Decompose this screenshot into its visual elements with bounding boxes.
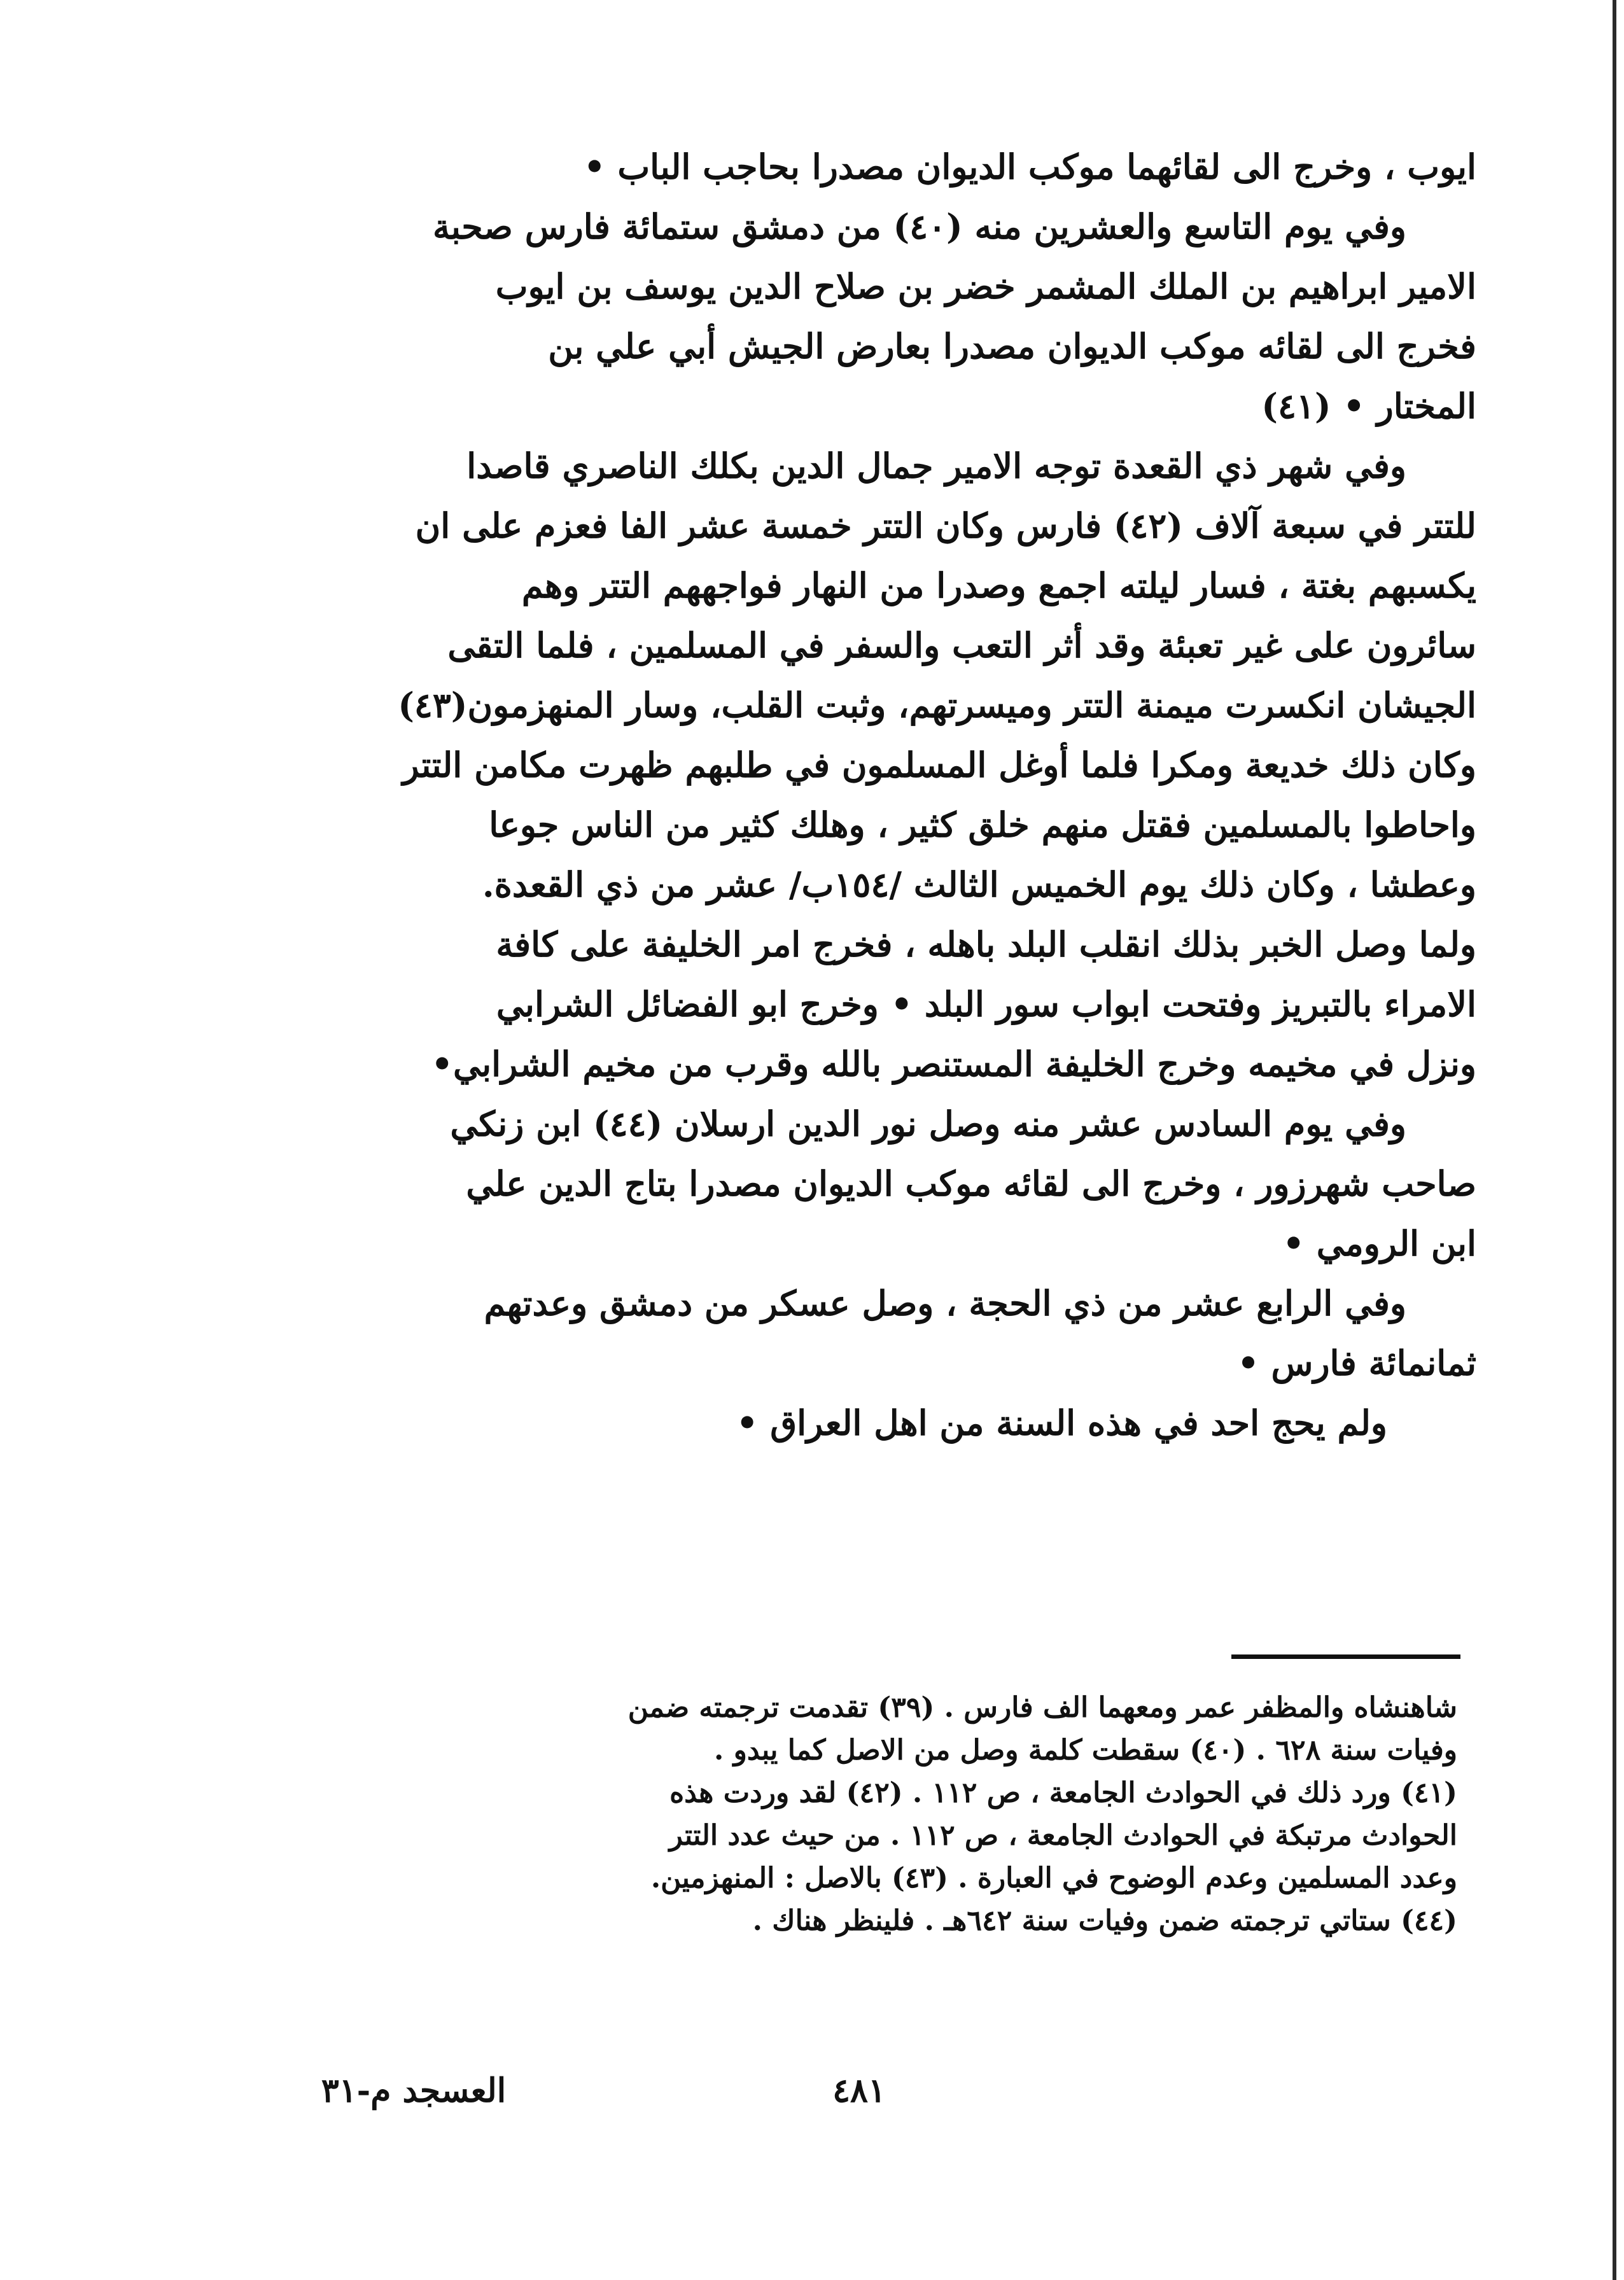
body-line: يكسبهم بغتة ، فسار ليلته اجمع وصدرا من النهار فواجههم التتر وهم (521, 565, 1476, 606)
footnote-line: (٤٤) ستاتي ترجمته ضمن وفيات سنة ٦٤٢هـ . فلينظر هناك . (752, 1905, 1457, 1937)
body-line: وكان ذلك خديعة ومكرا فلما أوغل المسلمون في طلبهم ظهرت مكامن التتر (402, 745, 1476, 785)
body-line: الامراء بالتبريز وفتحت ابواب سور البلد • وخرج ابو الفضائل الشرابي (496, 984, 1476, 1025)
main-text (305, 137, 1476, 1453)
footnote-line: الحوادث مرتبكة في الحوادث الجامعة ، ص ١١٢ . من حيث عدد التتر (669, 1819, 1457, 1852)
body-line: ابن الرومي • (1282, 1223, 1476, 1264)
footnote-separator (1231, 1654, 1460, 1659)
footnotes (312, 1686, 1457, 1942)
body-line: ولم يحج احد في هذه السنة من اهل العراق • (736, 1402, 1387, 1443)
footnote-line: (٤١) ورد ذلك في الحوادث الجامعة ، ص ١١٢ . (٤٢) لقد وردت هذه (669, 1777, 1457, 1809)
footnote-line: وفيات سنة ٦٢٨ . (٤٠) سقطت كلمة وصل من الاصل كما يبدو . (713, 1734, 1457, 1766)
body-line: وفي يوم السادس عشر منه وصل نور الدين ارسلان (٤٤) ابن زنكي (450, 1103, 1406, 1144)
footnote-line: شاهنشاه والمظفر عمر ومعهما الف فارس . (٣٩) تقدمت ترجمته ضمن (627, 1691, 1457, 1724)
body-line: سائرون على غير تعبئة وقد أثر التعب والسفر في المسلمين ، فلما التقى (447, 625, 1476, 666)
body-line: ولما وصل الخبر بذلك انقلب البلد باهله ، فخرج امر الخليفة على كافة (496, 924, 1476, 965)
body-line: المختار • (٤١) (1261, 386, 1476, 426)
body-line: فخرج الى لقائه موكب الديوان مصدرا بعارض الجيش أبي علي بن (548, 326, 1476, 367)
body-line: واحاطوا بالمسلمين فقتل منهم خلق كثير ، وهلك كثير من الناس جوعا (489, 804, 1476, 845)
body-line: وفي يوم التاسع والعشرين منه (٤٠) من دمشق ستمائة فارس صحبة (432, 206, 1406, 247)
body-line: للتتر في سبعة آلاف (٤٢) فارس وكان التتر خمسة عشر الفا فعزم على ان (415, 505, 1476, 546)
body-line: وفي الرابع عشر من ذي الحجة ، وصل عسكر من دمشق وعدتهم (484, 1283, 1406, 1324)
body-line: ايوب ، وخرج الى لقائهما موكب الديوان مصدرا بحاجب الباب • (584, 146, 1476, 187)
printer-signature: العسجد م-٣١ (321, 2071, 507, 2110)
body-line: الجيشان انكسرت ميمنة التتر وميسرتهم، وثبت القلب، وسار المنهزمون(٤٣) (398, 685, 1476, 725)
body-line: وفي شهر ذي القعدة توجه الامير جمال الدين بكلك الناصري قاصدا (466, 445, 1406, 486)
page-number: ٤٨١ (832, 2071, 886, 2110)
body-line: الامير ابراهيم بن الملك المشمر خضر بن صلاح الدين يوسف بن ايوب (495, 266, 1476, 307)
body-line: وعطشا ، وكان ذلك يوم الخميس الثالث /١٥٤ب/ عشر من ذي القعدة. (482, 864, 1476, 905)
body-line: صاحب شهرزور ، وخرج الى لقائه موكب الديوان مصدرا بتاج الدين علي (466, 1163, 1476, 1204)
footnote-line: وعدد المسلمين وعدم الوضوح في العبارة . (٤٣) بالاصل : المنهزمين. (650, 1862, 1457, 1894)
body-line: ونزل في مخيمه وخرج الخليفة المستنصر بالله وقرب من مخيم الشرابي• (431, 1044, 1476, 1084)
page-edge-line (1613, 0, 1616, 2280)
body-line: ثمانمائة فارس • (1237, 1343, 1476, 1383)
